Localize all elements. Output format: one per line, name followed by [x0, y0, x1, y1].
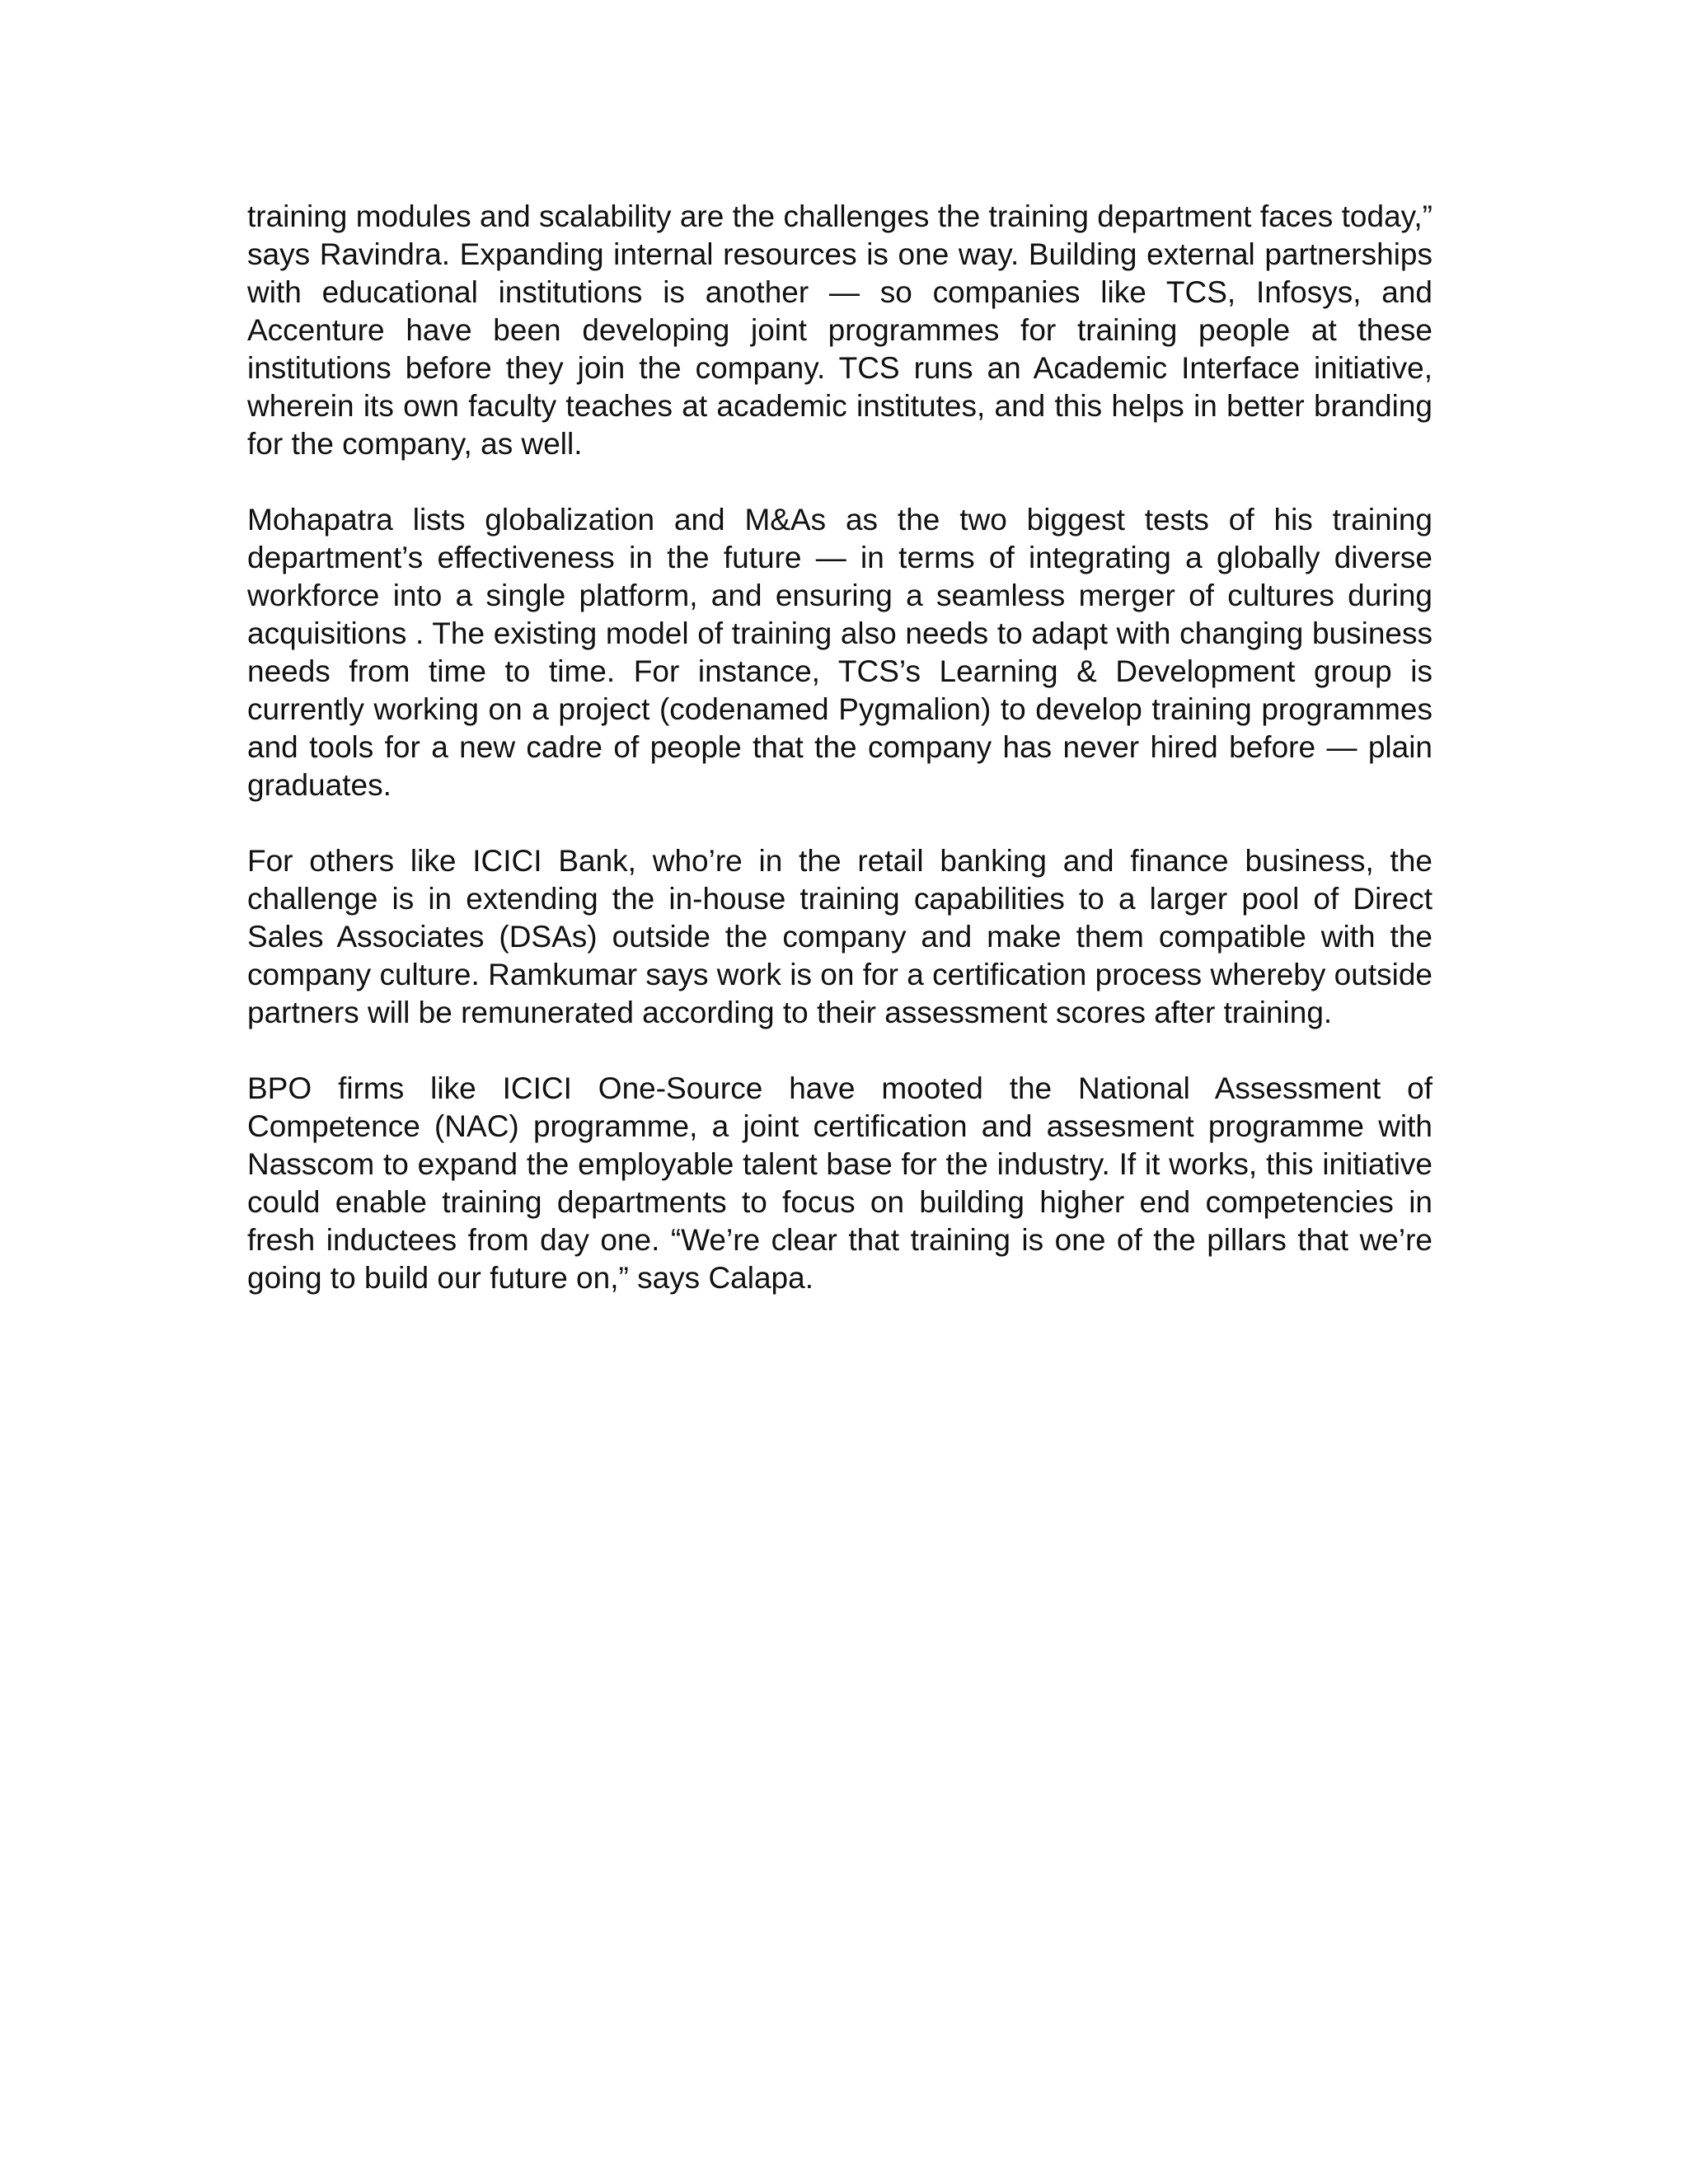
paragraph-globalization: Mohapatra lists globalization and M&As as the two biggest tests of his training department’s effectiveness in the future — in terms of integrating a globally diverse workforce into a single platform, and ensuring a seamless merger of cultures during acquisitions . The existing model of training also needs to adapt with changing business needs from time to time. For instance, TCS’s Learning & Development group is currently working on a project (codenamed Pygmalion) to develop training programmes and tools for a new cadre of people that the company has never hired before — plain graduates. — [247, 503, 1432, 802]
paragraph-bpo-firms: BPO firms like ICICI One-Source have mooted the National Assessment of Competence (NAC) programme, a joint certification and assesment programme with Nasscom to expand the employable talent base for the industry. If it works, this initiative could enable training departments to focus on building higher end competencies in fresh inductees from day one. “We’re clear that training is one of the pillars that we’re going to build our future on,” says Calapa. — [247, 1071, 1432, 1295]
document-body — [247, 198, 1432, 1297]
paragraph-training-challenges: training modules and scalability are the challenges the training department faces today,” says Ravindra. Expanding internal resources is one way. Building external partnerships with educational institutions is another — so companies like TCS, Infosys, and Accenture have been developing joint programmes for training people at these institutions before they join the company. TCS runs an Academic Interface initiative, wherein its own faculty teaches at academic institutes, and this helps in better branding for the company, as well. — [247, 199, 1432, 461]
paragraph-icici-bank: For others like ICICI Bank, who’re in the retail banking and finance business, the challenge is in extending the in-house training capabilities to a larger pool of Direct Sales Associates (DSAs) outside the company and make them compatible with the company culture. Ramkumar says work is on for a certification process whereby outside partners will be remunerated according to their assessment scores after training. — [247, 844, 1432, 1029]
